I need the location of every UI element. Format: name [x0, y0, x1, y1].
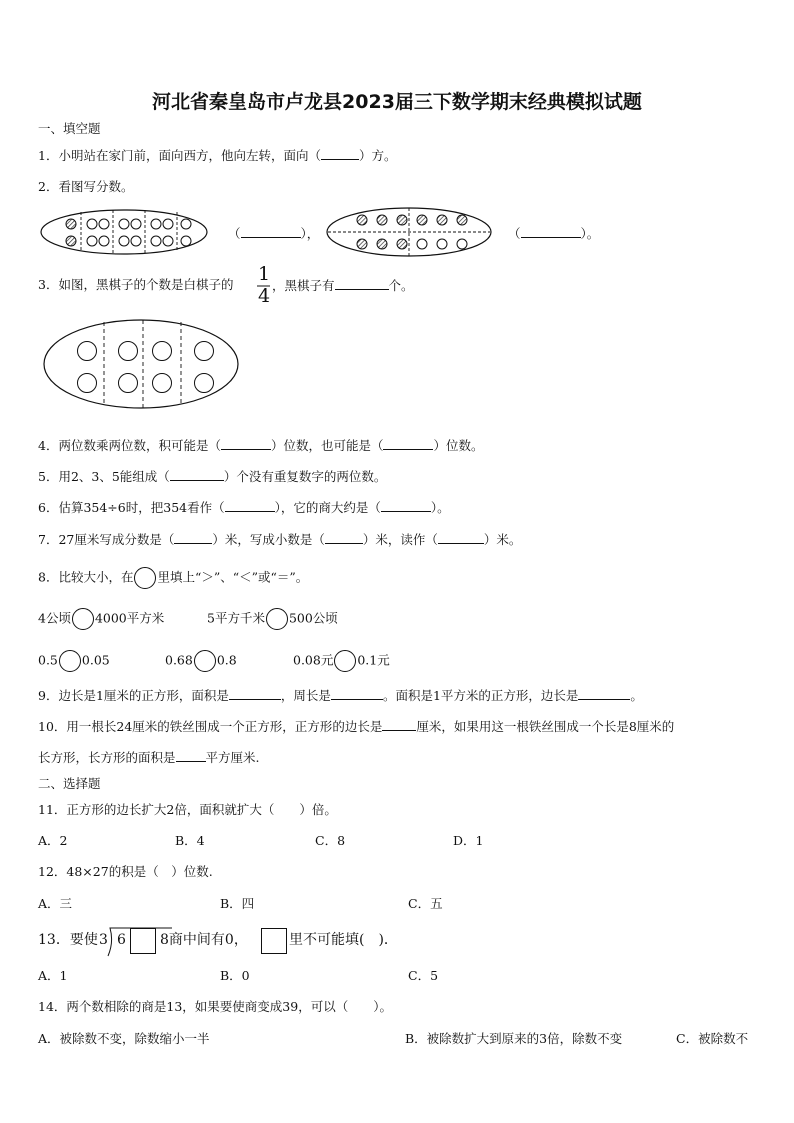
answer-blank[interactable] — [331, 687, 383, 700]
answer-blank[interactable] — [176, 749, 206, 762]
question-14: 14．两个数相除的商是13，如果要使商变成39，可以（ ）。 — [38, 999, 392, 1014]
section-heading-fill-blank: 一、填空题 — [38, 121, 101, 136]
compare-circle[interactable] — [59, 650, 81, 672]
question-8-row-1a: 4公顷 4000平方米 — [38, 608, 164, 630]
answer-blank[interactable] — [438, 531, 484, 544]
compare-circle[interactable] — [334, 650, 356, 672]
q11-option-c[interactable]: C．8 — [315, 833, 346, 848]
q11-option-d[interactable]: D．1 — [453, 833, 484, 848]
answer-blank[interactable] — [383, 437, 433, 450]
question-13-c: 里不可能填( )． — [289, 932, 398, 948]
compare-circle[interactable] — [72, 608, 94, 630]
answer-blank[interactable] — [578, 687, 630, 700]
q14-option-c[interactable]: C．被除数不 — [676, 1031, 749, 1046]
compare-circle-icon — [134, 567, 156, 589]
answer-blank[interactable] — [521, 225, 581, 238]
question-11: 11．正方形的边长扩大2倍，面积就扩大（ ）倍。 — [38, 802, 337, 817]
dividend-digit-1: 6 — [117, 932, 126, 948]
q11-option-b[interactable]: B．4 — [175, 833, 205, 848]
section-heading-choice: 二、选择题 — [38, 776, 101, 791]
question-10-line-2: 长方形，长方形的面积是 平方厘米. — [38, 750, 260, 765]
question-3-b: ，黑棋子有 个。 — [272, 278, 414, 293]
q14-option-a[interactable]: A．被除数不变，除数缩小一半 — [38, 1031, 210, 1046]
answer-blank[interactable] — [241, 225, 301, 238]
question-8-row-1b: 5平方千米 500公顷 — [207, 608, 338, 630]
question-3-a: 3．如图，黑棋子的个数是白棋子的 — [38, 277, 234, 292]
fraction-numerator: 1 — [257, 263, 271, 285]
question-5: 5．用2、3、5能组成（ ）个没有重复数字的两位数。 — [38, 469, 387, 484]
figure-ellipse-2 — [326, 206, 492, 258]
question-9: 9．边长是1厘米的正方形，面积是 ，周长是 。面积是1平方米的正方形，边长是 。 — [38, 688, 643, 703]
digit-box-reference — [261, 928, 287, 954]
figure-ellipse-3 — [42, 318, 242, 412]
question-2-answer-2: （ ）。 — [508, 226, 600, 241]
question-8: 8．比较大小，在 里填上“＞”、“＜”或“＝”。 — [38, 567, 308, 589]
answer-blank[interactable] — [321, 147, 359, 160]
answer-blank[interactable] — [335, 277, 389, 290]
q12-option-b[interactable]: B．四 — [220, 896, 255, 911]
question-2: 2．看图写分数。 — [38, 179, 134, 194]
fraction-denominator: 4 — [257, 285, 271, 307]
question-4: 4．两位数乘两位数，积可能是（ ）位数，也可能是（ ）位数。 — [38, 438, 484, 453]
question-12: 12．48×27的积是（ ）位数. — [38, 864, 213, 879]
question-8-row-2b: 0.68 0.8 — [165, 650, 237, 672]
answer-blank[interactable] — [221, 437, 271, 450]
q13-option-b[interactable]: B．0 — [220, 968, 250, 983]
compare-circle[interactable] — [266, 608, 288, 630]
question-6: 6．估算354÷6时，把354看作（ ），它的商大约是（ ）。 — [38, 500, 450, 515]
compare-circle[interactable] — [194, 650, 216, 672]
divisor-digit: 3 — [99, 932, 108, 948]
answer-blank[interactable] — [382, 718, 416, 731]
question-1: 1．小明站在家门前，面向西方，他向左转，面向（ ）方。 — [38, 148, 397, 163]
question-7: 7．27厘米写成分数是（ ）米，写成小数是（ ）米，读作（ ）米。 — [38, 532, 522, 547]
answer-blank[interactable] — [174, 531, 212, 544]
digit-box[interactable] — [130, 928, 156, 954]
q13-option-c[interactable]: C．5 — [408, 968, 439, 983]
answer-blank[interactable] — [381, 499, 431, 512]
question-13-a: 13．要使 — [38, 932, 98, 948]
q12-option-c[interactable]: C．五 — [408, 896, 443, 911]
q14-option-b[interactable]: B．被除数扩大到原来的3倍，除数不变 — [405, 1031, 623, 1046]
q13-option-a[interactable]: A．1 — [38, 968, 68, 983]
figure-ellipse-1 — [40, 208, 210, 256]
answer-blank[interactable] — [229, 687, 281, 700]
answer-blank[interactable] — [325, 531, 363, 544]
question-8-row-2a: 0.5 0.05 — [38, 650, 110, 672]
page-title: 河北省秦皇岛市卢龙县2023届三下数学期末经典模拟试题 — [152, 91, 642, 113]
question-8-row-2c: 0.08元 0.1元 — [293, 650, 390, 672]
answer-blank[interactable] — [170, 468, 224, 481]
question-13-b: 8商中间有0， — [160, 932, 248, 948]
q12-option-a[interactable]: A．三 — [38, 896, 73, 911]
question-10-line-1: 10．用一根长24厘米的铁丝围成一个正方形，正方形的边长是 厘米，如果用这一根铁丝围成一个长是8厘米的 — [38, 719, 675, 734]
answer-blank[interactable] — [225, 499, 275, 512]
question-2-answer-1: （ ）， — [228, 226, 320, 241]
q11-option-a[interactable]: A．2 — [38, 833, 68, 848]
